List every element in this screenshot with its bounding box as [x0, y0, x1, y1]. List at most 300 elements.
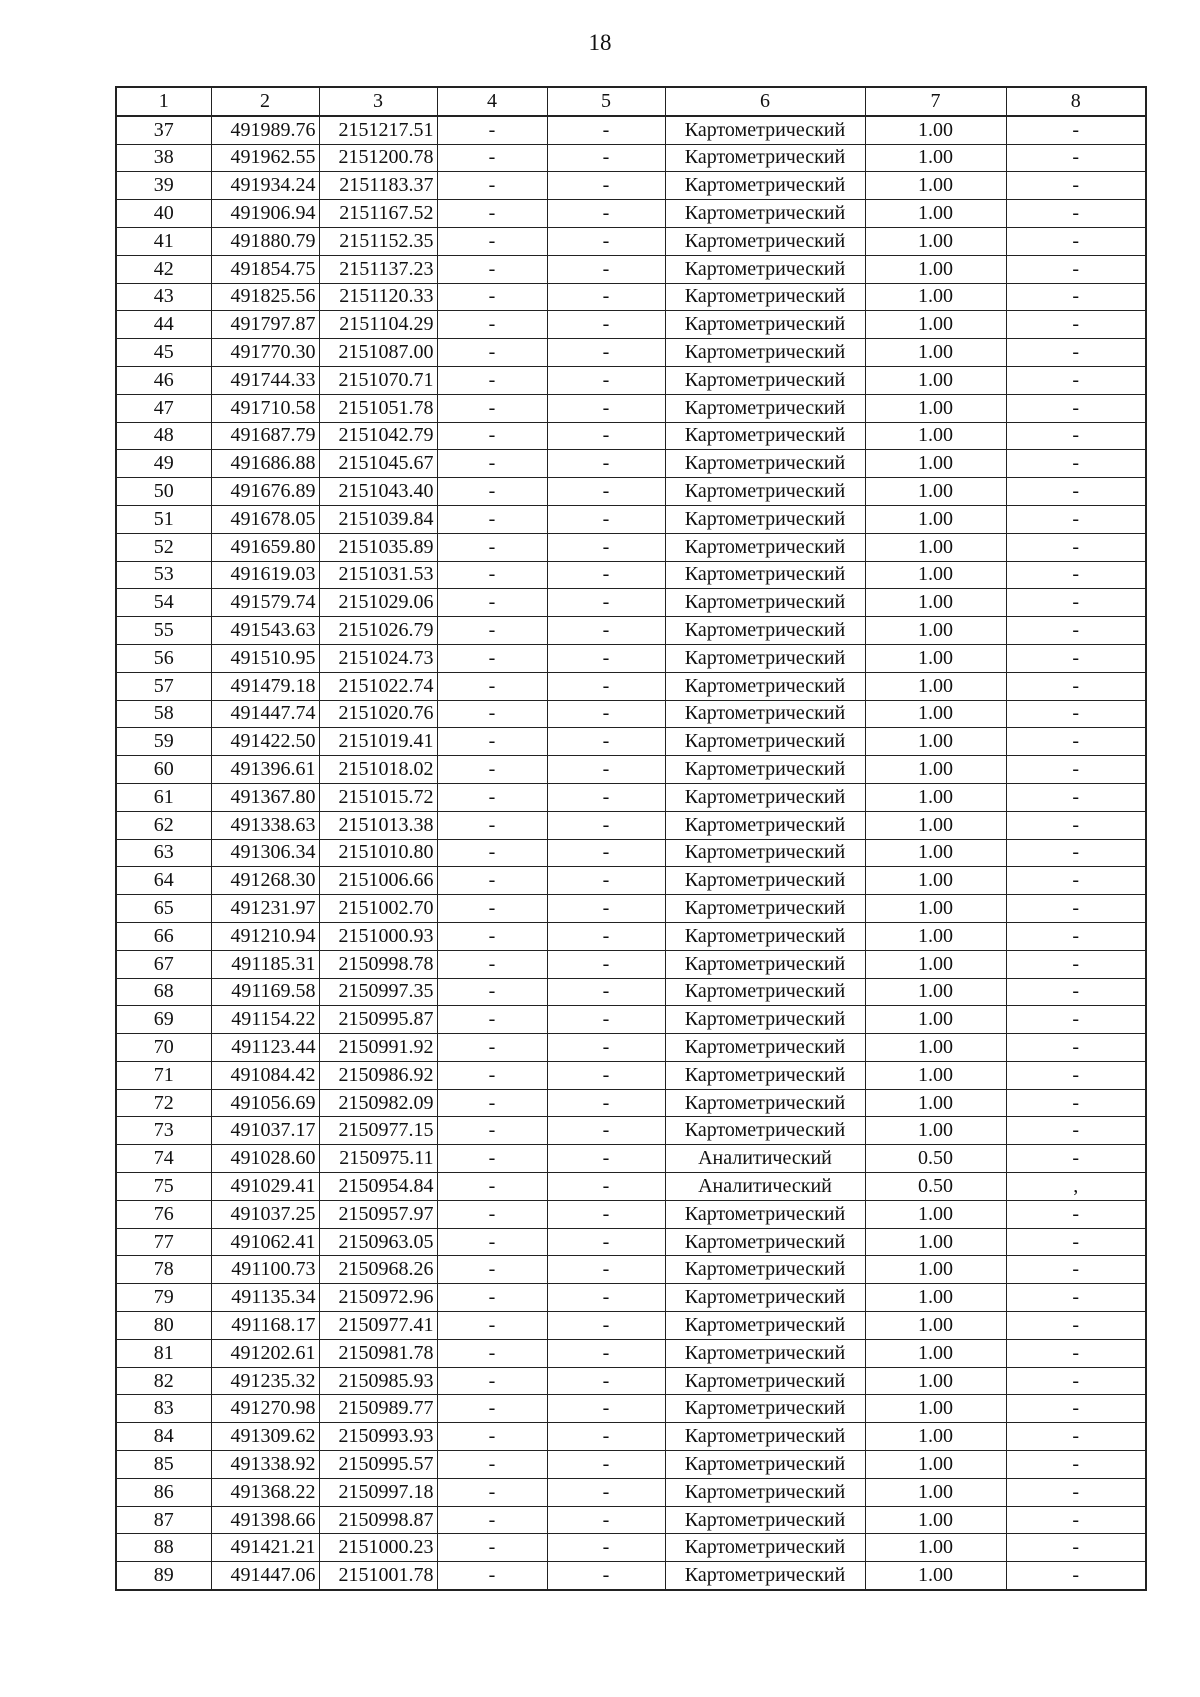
y-coordinate-cell: 2151043.40: [319, 478, 437, 506]
column-5-cell: -: [547, 533, 665, 561]
point-number-cell: 50: [116, 478, 211, 506]
column-5-cell: -: [547, 895, 665, 923]
column-8-cell: -: [1006, 1228, 1146, 1256]
column-5-cell: -: [547, 1367, 665, 1395]
accuracy-cell: 1.00: [865, 839, 1006, 867]
table-row: [116, 1562, 1146, 1590]
column-4-cell: -: [437, 644, 547, 672]
column-4-cell: -: [437, 505, 547, 533]
x-coordinate-cell: 491744.33: [211, 366, 319, 394]
column-8-cell: -: [1006, 950, 1146, 978]
accuracy-cell: 1.00: [865, 617, 1006, 645]
column-4-cell: -: [437, 1228, 547, 1256]
column-8-cell: -: [1006, 1117, 1146, 1145]
x-coordinate-cell: 491422.50: [211, 728, 319, 756]
method-cell: Картометрический: [665, 1339, 865, 1367]
column-8-cell: -: [1006, 394, 1146, 422]
point-number-cell: 72: [116, 1089, 211, 1117]
table-row: [116, 1145, 1146, 1173]
column-5-cell: -: [547, 172, 665, 200]
table-row: [116, 1534, 1146, 1562]
x-coordinate-cell: 491306.34: [211, 839, 319, 867]
method-cell: Картометрический: [665, 311, 865, 339]
column-5-cell: -: [547, 1534, 665, 1562]
method-cell: Картометрический: [665, 339, 865, 367]
x-coordinate-cell: 491880.79: [211, 227, 319, 255]
y-coordinate-cell: 2151015.72: [319, 783, 437, 811]
point-number-cell: 82: [116, 1367, 211, 1395]
column-4-cell: -: [437, 1562, 547, 1590]
accuracy-cell: 1.00: [865, 1367, 1006, 1395]
column-5-cell: -: [547, 811, 665, 839]
table-row: [116, 1339, 1146, 1367]
column-8-cell: -: [1006, 1478, 1146, 1506]
accuracy-cell: 1.00: [865, 1284, 1006, 1312]
table-row: [116, 1506, 1146, 1534]
accuracy-cell: 1.00: [865, 227, 1006, 255]
method-cell: Картометрический: [665, 478, 865, 506]
method-cell: Картометрический: [665, 922, 865, 950]
column-4-cell: -: [437, 394, 547, 422]
method-cell: Картометрический: [665, 1228, 865, 1256]
x-coordinate-cell: 491989.76: [211, 116, 319, 144]
table-row: [116, 200, 1146, 228]
table-row: [116, 227, 1146, 255]
x-coordinate-cell: 491687.79: [211, 422, 319, 450]
x-coordinate-cell: 491447.74: [211, 700, 319, 728]
point-number-cell: 63: [116, 839, 211, 867]
coordinates-table: [115, 86, 1147, 1591]
table-body: [116, 116, 1146, 1590]
x-coordinate-cell: 491168.17: [211, 1312, 319, 1340]
column-5-cell: -: [547, 394, 665, 422]
method-cell: Картометрический: [665, 144, 865, 172]
method-cell: Картометрический: [665, 1395, 865, 1423]
x-coordinate-cell: 491479.18: [211, 672, 319, 700]
column-8-cell: -: [1006, 1006, 1146, 1034]
method-cell: Картометрический: [665, 1089, 865, 1117]
y-coordinate-cell: 2150995.57: [319, 1451, 437, 1479]
column-8-cell: -: [1006, 478, 1146, 506]
x-coordinate-cell: 491123.44: [211, 1034, 319, 1062]
table-row: [116, 617, 1146, 645]
column-4-cell: -: [437, 1200, 547, 1228]
x-coordinate-cell: 491686.88: [211, 450, 319, 478]
column-5-cell: -: [547, 672, 665, 700]
column-8-cell: -: [1006, 1534, 1146, 1562]
table-row: [116, 533, 1146, 561]
column-5-cell: -: [547, 339, 665, 367]
x-coordinate-cell: 491906.94: [211, 200, 319, 228]
method-cell: Картометрический: [665, 116, 865, 144]
accuracy-cell: 1.00: [865, 728, 1006, 756]
column-4-cell: -: [437, 533, 547, 561]
column-header: 3: [319, 87, 437, 116]
y-coordinate-cell: 2151104.29: [319, 311, 437, 339]
y-coordinate-cell: 2151000.23: [319, 1534, 437, 1562]
y-coordinate-cell: 2151010.80: [319, 839, 437, 867]
column-5-cell: -: [547, 1117, 665, 1145]
table-row: [116, 311, 1146, 339]
y-coordinate-cell: 2150957.97: [319, 1200, 437, 1228]
point-number-cell: 47: [116, 394, 211, 422]
y-coordinate-cell: 2151217.51: [319, 116, 437, 144]
column-8-cell: -: [1006, 1034, 1146, 1062]
method-cell: Картометрический: [665, 644, 865, 672]
method-cell: Картометрический: [665, 1312, 865, 1340]
accuracy-cell: 1.00: [865, 950, 1006, 978]
table-row: [116, 1312, 1146, 1340]
column-5-cell: -: [547, 617, 665, 645]
method-cell: Картометрический: [665, 227, 865, 255]
y-coordinate-cell: 2150997.35: [319, 978, 437, 1006]
x-coordinate-cell: 491309.62: [211, 1423, 319, 1451]
method-cell: Картометрический: [665, 756, 865, 784]
accuracy-cell: 1.00: [865, 1478, 1006, 1506]
method-cell: Картометрический: [665, 978, 865, 1006]
method-cell: Картометрический: [665, 1117, 865, 1145]
column-5-cell: -: [547, 1200, 665, 1228]
method-cell: Картометрический: [665, 172, 865, 200]
point-number-cell: 48: [116, 422, 211, 450]
table-row: [116, 1034, 1146, 1062]
column-4-cell: -: [437, 1367, 547, 1395]
table-row: [116, 422, 1146, 450]
accuracy-cell: 1.00: [865, 172, 1006, 200]
column-5-cell: -: [547, 1145, 665, 1173]
column-5-cell: -: [547, 505, 665, 533]
column-4-cell: -: [437, 116, 547, 144]
column-8-cell: -: [1006, 589, 1146, 617]
column-8-cell: -: [1006, 1145, 1146, 1173]
point-number-cell: 58: [116, 700, 211, 728]
x-coordinate-cell: 491210.94: [211, 922, 319, 950]
table-row: [116, 1200, 1146, 1228]
column-8-cell: -: [1006, 839, 1146, 867]
column-8-cell: -: [1006, 1506, 1146, 1534]
x-coordinate-cell: 491338.92: [211, 1451, 319, 1479]
point-number-cell: 64: [116, 867, 211, 895]
table-row: [116, 1395, 1146, 1423]
column-5-cell: -: [547, 1562, 665, 1590]
accuracy-cell: 1.00: [865, 478, 1006, 506]
table-row: [116, 172, 1146, 200]
column-8-cell: -: [1006, 366, 1146, 394]
accuracy-cell: 1.00: [865, 672, 1006, 700]
table-row: [116, 394, 1146, 422]
point-number-cell: 45: [116, 339, 211, 367]
column-5-cell: -: [547, 366, 665, 394]
column-5-cell: -: [547, 478, 665, 506]
column-8-cell: -: [1006, 1395, 1146, 1423]
method-cell: Картометрический: [665, 200, 865, 228]
column-4-cell: -: [437, 1312, 547, 1340]
table-row: [116, 116, 1146, 144]
accuracy-cell: 1.00: [865, 1562, 1006, 1590]
column-8-cell: -: [1006, 1339, 1146, 1367]
method-cell: Картометрический: [665, 1061, 865, 1089]
accuracy-cell: 1.00: [865, 1034, 1006, 1062]
point-number-cell: 52: [116, 533, 211, 561]
accuracy-cell: 1.00: [865, 394, 1006, 422]
x-coordinate-cell: 491854.75: [211, 255, 319, 283]
column-4-cell: -: [437, 1117, 547, 1145]
column-5-cell: -: [547, 422, 665, 450]
accuracy-cell: 1.00: [865, 1423, 1006, 1451]
column-5-cell: -: [547, 1506, 665, 1534]
column-8-cell: -: [1006, 1256, 1146, 1284]
accuracy-cell: 1.00: [865, 561, 1006, 589]
column-4-cell: -: [437, 617, 547, 645]
column-8-cell: -: [1006, 1200, 1146, 1228]
x-coordinate-cell: 491235.32: [211, 1367, 319, 1395]
column-5-cell: -: [547, 1451, 665, 1479]
accuracy-cell: 1.00: [865, 1117, 1006, 1145]
accuracy-cell: 0.50: [865, 1145, 1006, 1173]
point-number-cell: 46: [116, 366, 211, 394]
method-cell: Картометрический: [665, 839, 865, 867]
column-4-cell: -: [437, 1061, 547, 1089]
accuracy-cell: 1.00: [865, 339, 1006, 367]
y-coordinate-cell: 2150998.87: [319, 1506, 437, 1534]
column-8-cell: -: [1006, 450, 1146, 478]
column-5-cell: -: [547, 783, 665, 811]
column-5-cell: -: [547, 589, 665, 617]
column-4-cell: -: [437, 1145, 547, 1173]
method-cell: Картометрический: [665, 1006, 865, 1034]
point-number-cell: 76: [116, 1200, 211, 1228]
method-cell: Картометрический: [665, 533, 865, 561]
column-5-cell: -: [547, 116, 665, 144]
point-number-cell: 84: [116, 1423, 211, 1451]
column-5-cell: -: [547, 1284, 665, 1312]
column-8-cell: -: [1006, 200, 1146, 228]
y-coordinate-cell: 2151002.70: [319, 895, 437, 923]
column-4-cell: -: [437, 1506, 547, 1534]
column-4-cell: -: [437, 227, 547, 255]
y-coordinate-cell: 2151167.52: [319, 200, 437, 228]
y-coordinate-cell: 2150989.77: [319, 1395, 437, 1423]
column-4-cell: -: [437, 311, 547, 339]
column-4-cell: -: [437, 1284, 547, 1312]
point-number-cell: 56: [116, 644, 211, 672]
column-4-cell: -: [437, 1006, 547, 1034]
column-8-cell: -: [1006, 283, 1146, 311]
point-number-cell: 81: [116, 1339, 211, 1367]
y-coordinate-cell: 2150963.05: [319, 1228, 437, 1256]
point-number-cell: 43: [116, 283, 211, 311]
y-coordinate-cell: 2151087.00: [319, 339, 437, 367]
accuracy-cell: 1.00: [865, 1200, 1006, 1228]
point-number-cell: 54: [116, 589, 211, 617]
column-8-cell: -: [1006, 783, 1146, 811]
y-coordinate-cell: 2151137.23: [319, 255, 437, 283]
y-coordinate-cell: 2150985.93: [319, 1367, 437, 1395]
column-4-cell: -: [437, 200, 547, 228]
accuracy-cell: 1.00: [865, 311, 1006, 339]
y-coordinate-cell: 2151006.66: [319, 867, 437, 895]
table-row: [116, 867, 1146, 895]
table-header-row: [116, 87, 1146, 116]
column-4-cell: -: [437, 589, 547, 617]
column-5-cell: -: [547, 922, 665, 950]
method-cell: Картометрический: [665, 867, 865, 895]
column-4-cell: -: [437, 1451, 547, 1479]
point-number-cell: 61: [116, 783, 211, 811]
column-4-cell: -: [437, 1395, 547, 1423]
table-row: [116, 1006, 1146, 1034]
table-row: [116, 1061, 1146, 1089]
column-4-cell: -: [437, 339, 547, 367]
column-4-cell: -: [437, 1089, 547, 1117]
column-8-cell: -: [1006, 144, 1146, 172]
column-8-cell: -: [1006, 1423, 1146, 1451]
column-8-cell: -: [1006, 672, 1146, 700]
table-row: [116, 644, 1146, 672]
table-row: [116, 1423, 1146, 1451]
point-number-cell: 86: [116, 1478, 211, 1506]
column-5-cell: -: [547, 200, 665, 228]
column-8-cell: -: [1006, 978, 1146, 1006]
y-coordinate-cell: 2150986.92: [319, 1061, 437, 1089]
column-5-cell: -: [547, 311, 665, 339]
method-cell: Картометрический: [665, 1284, 865, 1312]
x-coordinate-cell: 491510.95: [211, 644, 319, 672]
table-row: [116, 366, 1146, 394]
table-row: [116, 1089, 1146, 1117]
accuracy-cell: 1.00: [865, 116, 1006, 144]
table-row: [116, 1117, 1146, 1145]
point-number-cell: 75: [116, 1173, 211, 1201]
x-coordinate-cell: 491056.69: [211, 1089, 319, 1117]
accuracy-cell: 1.00: [865, 1089, 1006, 1117]
table-row: [116, 700, 1146, 728]
accuracy-cell: 1.00: [865, 700, 1006, 728]
column-8-cell: -: [1006, 700, 1146, 728]
table-row: [116, 895, 1146, 923]
column-4-cell: -: [437, 422, 547, 450]
y-coordinate-cell: 2151200.78: [319, 144, 437, 172]
point-number-cell: 80: [116, 1312, 211, 1340]
point-number-cell: 53: [116, 561, 211, 589]
x-coordinate-cell: 491619.03: [211, 561, 319, 589]
column-5-cell: -: [547, 867, 665, 895]
x-coordinate-cell: 491659.80: [211, 533, 319, 561]
column-4-cell: -: [437, 283, 547, 311]
method-cell: Картометрический: [665, 811, 865, 839]
point-number-cell: 68: [116, 978, 211, 1006]
x-coordinate-cell: 491368.22: [211, 1478, 319, 1506]
y-coordinate-cell: 2150977.41: [319, 1312, 437, 1340]
point-number-cell: 70: [116, 1034, 211, 1062]
point-number-cell: 67: [116, 950, 211, 978]
accuracy-cell: 1.00: [865, 895, 1006, 923]
column-8-cell: -: [1006, 728, 1146, 756]
point-number-cell: 41: [116, 227, 211, 255]
column-4-cell: -: [437, 172, 547, 200]
column-8-cell: -: [1006, 922, 1146, 950]
column-8-cell: -: [1006, 255, 1146, 283]
column-4-cell: -: [437, 1256, 547, 1284]
y-coordinate-cell: 2150981.78: [319, 1339, 437, 1367]
y-coordinate-cell: 2151031.53: [319, 561, 437, 589]
accuracy-cell: 1.00: [865, 1061, 1006, 1089]
column-4-cell: -: [437, 1423, 547, 1451]
column-4-cell: -: [437, 366, 547, 394]
point-number-cell: 74: [116, 1145, 211, 1173]
method-cell: Аналитический: [665, 1173, 865, 1201]
column-8-cell: -: [1006, 756, 1146, 784]
point-number-cell: 39: [116, 172, 211, 200]
method-cell: Картометрический: [665, 783, 865, 811]
point-number-cell: 44: [116, 311, 211, 339]
column-5-cell: -: [547, 1061, 665, 1089]
table-row: [116, 478, 1146, 506]
point-number-cell: 49: [116, 450, 211, 478]
method-cell: Картометрический: [665, 394, 865, 422]
table-row: [116, 950, 1146, 978]
accuracy-cell: 1.00: [865, 1534, 1006, 1562]
column-8-cell: -: [1006, 1562, 1146, 1590]
column-4-cell: -: [437, 1339, 547, 1367]
y-coordinate-cell: 2150968.26: [319, 1256, 437, 1284]
accuracy-cell: 1.00: [865, 922, 1006, 950]
column-5-cell: -: [547, 561, 665, 589]
column-header: 8: [1006, 87, 1146, 116]
y-coordinate-cell: 2151070.71: [319, 366, 437, 394]
column-8-cell: -: [1006, 561, 1146, 589]
column-4-cell: -: [437, 478, 547, 506]
y-coordinate-cell: 2150995.87: [319, 1006, 437, 1034]
x-coordinate-cell: 491676.89: [211, 478, 319, 506]
y-coordinate-cell: 2150993.93: [319, 1423, 437, 1451]
y-coordinate-cell: 2151051.78: [319, 394, 437, 422]
accuracy-cell: 1.00: [865, 811, 1006, 839]
column-4-cell: -: [437, 783, 547, 811]
column-header: 2: [211, 87, 319, 116]
column-8-cell: -: [1006, 1312, 1146, 1340]
column-5-cell: -: [547, 839, 665, 867]
table-row: [116, 450, 1146, 478]
method-cell: Картометрический: [665, 1534, 865, 1562]
table-row: [116, 783, 1146, 811]
point-number-cell: 71: [116, 1061, 211, 1089]
x-coordinate-cell: 491421.21: [211, 1534, 319, 1562]
y-coordinate-cell: 2151013.38: [319, 811, 437, 839]
table-row: [116, 756, 1146, 784]
column-4-cell: -: [437, 700, 547, 728]
point-number-cell: 62: [116, 811, 211, 839]
table-row: [116, 255, 1146, 283]
column-5-cell: -: [547, 450, 665, 478]
column-5-cell: -: [547, 700, 665, 728]
y-coordinate-cell: 2151035.89: [319, 533, 437, 561]
y-coordinate-cell: 2150972.96: [319, 1284, 437, 1312]
y-coordinate-cell: 2151029.06: [319, 589, 437, 617]
method-cell: Картометрический: [665, 422, 865, 450]
accuracy-cell: 1.00: [865, 978, 1006, 1006]
column-8-cell: -: [1006, 1367, 1146, 1395]
column-8-cell: -: [1006, 311, 1146, 339]
x-coordinate-cell: 491231.97: [211, 895, 319, 923]
y-coordinate-cell: 2150977.15: [319, 1117, 437, 1145]
y-coordinate-cell: 2151045.67: [319, 450, 437, 478]
accuracy-cell: 1.00: [865, 450, 1006, 478]
column-4-cell: -: [437, 978, 547, 1006]
x-coordinate-cell: 491825.56: [211, 283, 319, 311]
column-5-cell: -: [547, 1478, 665, 1506]
column-5-cell: -: [547, 1006, 665, 1034]
